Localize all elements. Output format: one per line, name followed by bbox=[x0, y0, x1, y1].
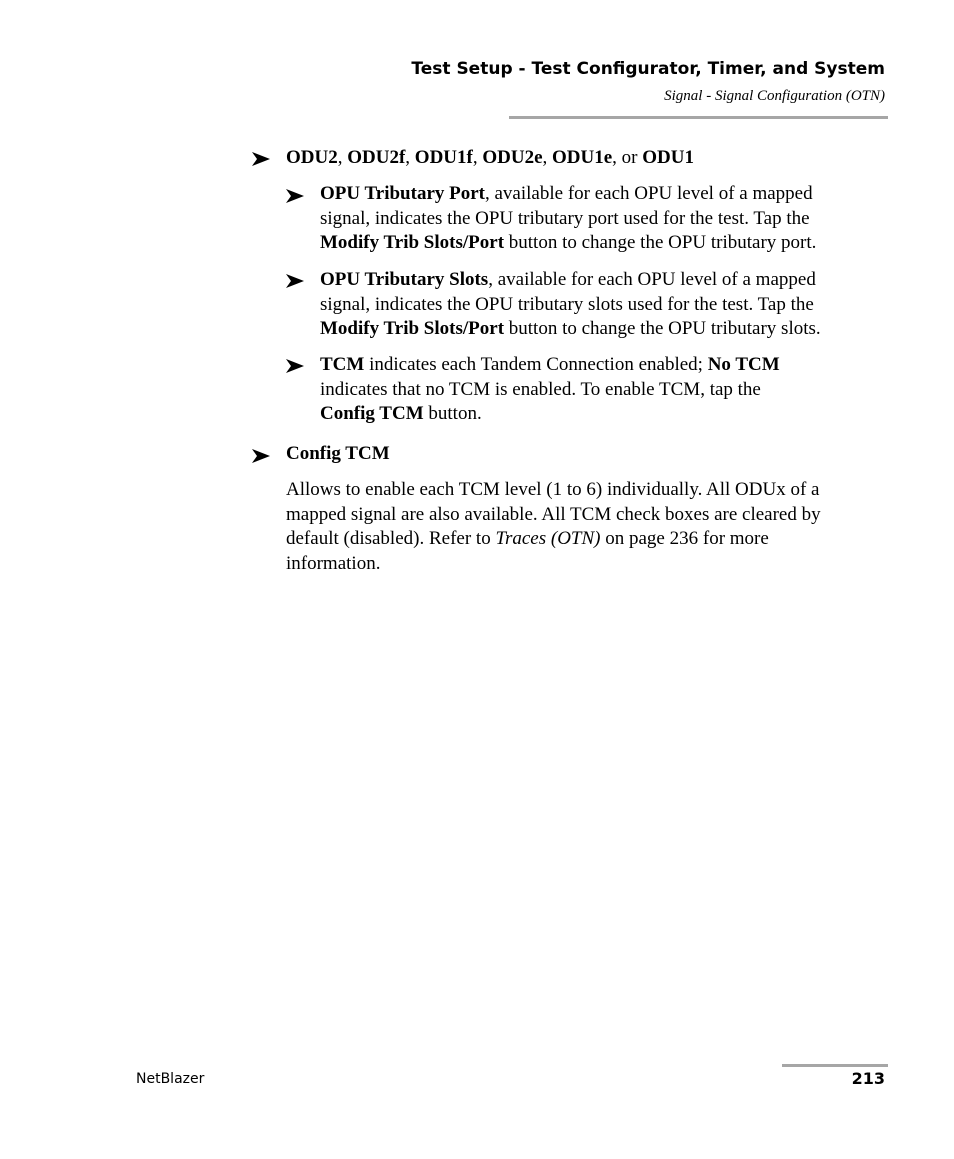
term-modify-trib-button: Modify Trib Slots/Port bbox=[320, 318, 505, 340]
footer-product-name: NetBlazer bbox=[136, 1071, 205, 1087]
config-tcm-paragraph: Allows to enable each TCM level (1 to 6) individually. All ODUx of a mapped signal are also available. All TCM check boxes are cleared by default (disabled). Refer to Traces (OTN) on page 236 for more information. bbox=[286, 479, 821, 574]
footer-rule bbox=[782, 1064, 888, 1067]
bullet-arrow-icon bbox=[286, 274, 304, 288]
term-odu2: ODU2 bbox=[286, 147, 338, 168]
term-modify-trib-button: Modify Trib Slots/Port bbox=[320, 232, 505, 254]
term-odu1e: ODU1e bbox=[552, 147, 613, 168]
header-title: Test Setup - Test Configurator, Timer, and System bbox=[411, 59, 885, 79]
bullet-config-tcm bbox=[286, 442, 390, 467]
term-odu1f: ODU1f bbox=[414, 147, 473, 168]
bullet-arrow-icon bbox=[286, 359, 304, 373]
term-odu2f: ODU2f bbox=[347, 147, 406, 168]
term-odu2e: ODU2e bbox=[482, 147, 543, 168]
term-config-tcm: Config TCM bbox=[286, 443, 390, 464]
bullet-odu-list: ODU2, ODU2f, ODU1f, ODU2e, ODU1e, or ODU1 bbox=[286, 147, 694, 168]
bullet-arrow-icon bbox=[286, 189, 304, 203]
term-opu-trib-slots: OPU Tributary Slots bbox=[320, 269, 489, 290]
sub-bullet-opu-trib-slots: OPU Tributary Slots, available for each OPU level of a mapped signal, indicates the OPU tributary slots used for the test. Tap the Modify Trib Slots/Port button to change the OPU tributary slots. bbox=[320, 269, 821, 340]
sub-bullet-opu-trib-port: OPU Tributary Port, available for each OPU level of a mapped signal, indicates the OPU tributary port used for the test. Tap the Modify Trib Slots/Port button to change the OPU tributary port. bbox=[320, 183, 817, 254]
traces-otn-reference: Traces (OTN) bbox=[495, 528, 601, 550]
term-tcm: TCM bbox=[320, 354, 365, 375]
term-config-tcm-button: Config TCM bbox=[320, 403, 424, 425]
page-number: 213 bbox=[851, 1069, 885, 1088]
header-rule bbox=[509, 116, 888, 119]
term-opu-trib-port: OPU Tributary Port bbox=[320, 183, 485, 204]
term-odu1: ODU1 bbox=[642, 147, 694, 168]
header-subtitle: Signal - Signal Configuration (OTN) bbox=[664, 88, 885, 104]
term-no-tcm: No TCM bbox=[707, 354, 780, 375]
sub-bullet-tcm: TCM indicates each Tandem Connection enabled; No TCM indicates that no TCM is enabled. To enable TCM, tap the Config TCM button. bbox=[320, 354, 780, 425]
bullet-arrow-icon bbox=[252, 449, 270, 463]
bullet-arrow-icon bbox=[252, 152, 270, 166]
